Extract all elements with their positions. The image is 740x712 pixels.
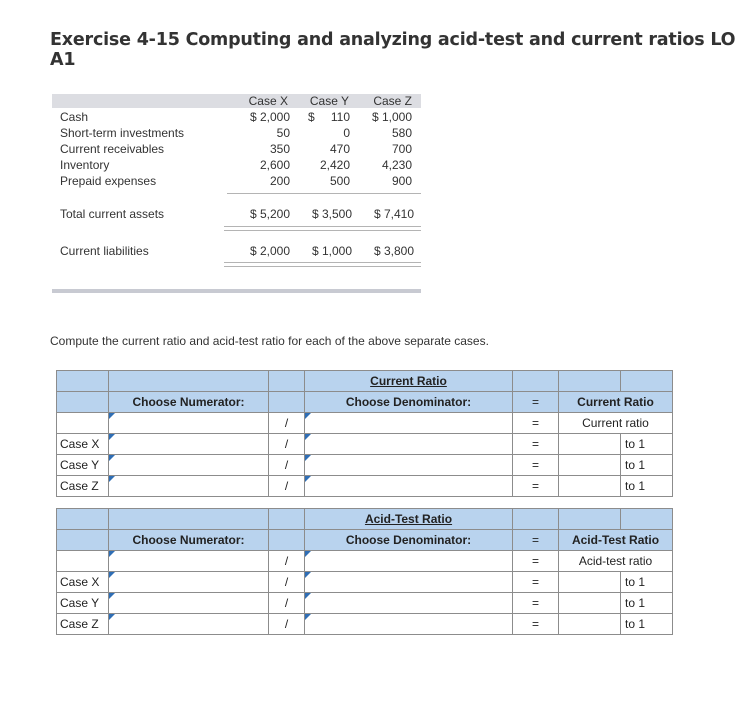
dropdown-marker-icon xyxy=(109,593,115,599)
acid-test-ratio-table xyxy=(56,508,673,635)
cell-y: 2,420 xyxy=(319,158,350,172)
total-label: Total current assets xyxy=(60,207,165,221)
dropdown-marker-icon xyxy=(305,551,311,557)
result-subheader: Acid-test ratio xyxy=(559,551,673,572)
acid-numerator-label-input[interactable] xyxy=(109,551,269,572)
liabilities-rule xyxy=(224,266,421,267)
header-case-x: Case X xyxy=(248,94,288,108)
cell-z: 700 xyxy=(391,142,412,156)
to-one-label: to 1 xyxy=(621,476,673,497)
liabilities-y: $ 1,000 xyxy=(311,244,352,258)
dropdown-marker-icon xyxy=(109,413,115,419)
cell-x: 200 xyxy=(269,174,290,188)
acid-test-title: Acid-Test Ratio xyxy=(364,512,453,526)
row-label: Cash xyxy=(60,110,89,124)
dropdown-marker-icon xyxy=(305,455,311,461)
cell-y: 470 xyxy=(329,142,350,156)
cell-x: 350 xyxy=(269,142,290,156)
dropdown-marker-icon xyxy=(305,476,311,482)
liabilities-z: $ 3,800 xyxy=(373,244,414,258)
cell-x: 2,600 xyxy=(259,158,290,172)
divide-sign: / xyxy=(269,551,305,572)
result-header: Acid-Test Ratio xyxy=(559,530,673,551)
case-label: Case X xyxy=(57,434,109,455)
current-ratio-title: Current Ratio xyxy=(370,374,447,388)
cell-y-currency: $ xyxy=(308,110,315,124)
acid-z-denominator-input[interactable] xyxy=(305,614,513,635)
equals-sign: = xyxy=(513,572,559,593)
liabilities-label: Current liabilities xyxy=(60,244,149,258)
total-y: $ 3,500 xyxy=(311,207,352,221)
to-one-label: to 1 xyxy=(621,455,673,476)
dropdown-marker-icon xyxy=(305,614,311,620)
divide-sign: / xyxy=(269,572,305,593)
current-y-result-input[interactable] xyxy=(559,455,621,476)
cell-y: 0 xyxy=(343,126,350,140)
to-one-label: to 1 xyxy=(621,434,673,455)
numerator-header: Choose Numerator: xyxy=(109,392,269,413)
case-label: Case Y xyxy=(57,455,109,476)
current-z-result-input[interactable] xyxy=(559,476,621,497)
table-bottom-bar xyxy=(52,289,421,293)
cell-y: 500 xyxy=(329,174,350,188)
dropdown-marker-icon xyxy=(109,551,115,557)
result-subheader: Current ratio xyxy=(559,413,673,434)
liabilities-x: $ 2,000 xyxy=(249,244,290,258)
case-label: Case X xyxy=(57,572,109,593)
acid-x-numerator-input[interactable] xyxy=(109,572,269,593)
to-one-label: to 1 xyxy=(621,593,673,614)
total-rule xyxy=(224,230,421,231)
row-label: Inventory xyxy=(60,158,110,172)
current-x-result-input[interactable] xyxy=(559,434,621,455)
row-label: Prepaid expenses xyxy=(60,174,157,188)
cell-y: 110 xyxy=(330,110,350,124)
divide-sign: / xyxy=(269,455,305,476)
row-label: Current receivables xyxy=(60,142,165,156)
cell-z: 580 xyxy=(391,126,412,140)
equals-sign: = xyxy=(513,392,559,413)
divide-sign: / xyxy=(269,413,305,434)
equals-sign: = xyxy=(513,434,559,455)
cell-x: 50 xyxy=(276,126,290,140)
acid-z-result-input[interactable] xyxy=(559,614,621,635)
divide-sign: / xyxy=(269,476,305,497)
to-one-label: to 1 xyxy=(621,572,673,593)
current-x-numerator-input[interactable] xyxy=(109,434,269,455)
current-y-numerator-input[interactable] xyxy=(109,455,269,476)
equals-sign: = xyxy=(513,551,559,572)
case-label: Case Z xyxy=(57,476,109,497)
acid-denominator-label-input[interactable] xyxy=(305,551,513,572)
total-rule xyxy=(224,226,421,227)
header-case-y: Case Y xyxy=(309,94,349,108)
denominator-header: Choose Denominator: xyxy=(305,392,513,413)
current-y-denominator-input[interactable] xyxy=(305,455,513,476)
acid-z-numerator-input[interactable] xyxy=(109,614,269,635)
dropdown-marker-icon xyxy=(109,614,115,620)
dropdown-marker-icon xyxy=(109,455,115,461)
dropdown-marker-icon xyxy=(109,476,115,482)
total-x: $ 5,200 xyxy=(249,207,290,221)
acid-x-denominator-input[interactable] xyxy=(305,572,513,593)
to-one-label: to 1 xyxy=(621,614,673,635)
equals-sign: = xyxy=(513,593,559,614)
cell-z: 4,230 xyxy=(381,158,412,172)
numerator-header: Choose Numerator: xyxy=(109,530,269,551)
acid-x-result-input[interactable] xyxy=(559,572,621,593)
divide-sign: / xyxy=(269,434,305,455)
subtotal-rule xyxy=(227,193,421,194)
dropdown-marker-icon xyxy=(109,572,115,578)
divide-sign: / xyxy=(269,614,305,635)
header-case-z: Case Z xyxy=(373,94,412,108)
divide-sign: / xyxy=(269,593,305,614)
dropdown-marker-icon xyxy=(305,572,311,578)
liabilities-rule xyxy=(224,262,421,263)
dropdown-marker-icon xyxy=(109,434,115,440)
case-label: Case Z xyxy=(57,614,109,635)
current-z-denominator-input[interactable] xyxy=(305,476,513,497)
current-x-denominator-input[interactable] xyxy=(305,434,513,455)
equals-sign: = xyxy=(513,614,559,635)
row-label: Short-term investments xyxy=(60,126,185,140)
acid-y-numerator-input[interactable] xyxy=(109,593,269,614)
equals-sign: = xyxy=(513,476,559,497)
equals-sign: = xyxy=(513,530,559,551)
case-label: Case Y xyxy=(57,593,109,614)
total-z: $ 7,410 xyxy=(373,207,414,221)
page-title: Exercise 4-15 Computing and analyzing acid-test and current ratios LO A1 xyxy=(50,30,736,70)
equals-sign: = xyxy=(513,413,559,434)
acid-y-denominator-input[interactable] xyxy=(305,593,513,614)
equals-sign: = xyxy=(513,455,559,476)
instruction-text: Compute the current ratio and acid-test ratio for each of the above separate cases. xyxy=(50,334,489,348)
current-denominator-label-input[interactable] xyxy=(305,413,513,434)
cell-x: $ 2,000 xyxy=(249,110,290,124)
acid-y-result-input[interactable] xyxy=(559,593,621,614)
current-numerator-label-input[interactable] xyxy=(109,413,269,434)
dropdown-marker-icon xyxy=(305,434,311,440)
cell-z: 900 xyxy=(391,174,412,188)
cell-z: $ 1,000 xyxy=(371,110,412,124)
dropdown-marker-icon xyxy=(305,593,311,599)
result-header: Current Ratio xyxy=(559,392,673,413)
current-ratio-table xyxy=(56,370,673,497)
dropdown-marker-icon xyxy=(305,413,311,419)
current-z-numerator-input[interactable] xyxy=(109,476,269,497)
denominator-header: Choose Denominator: xyxy=(305,530,513,551)
